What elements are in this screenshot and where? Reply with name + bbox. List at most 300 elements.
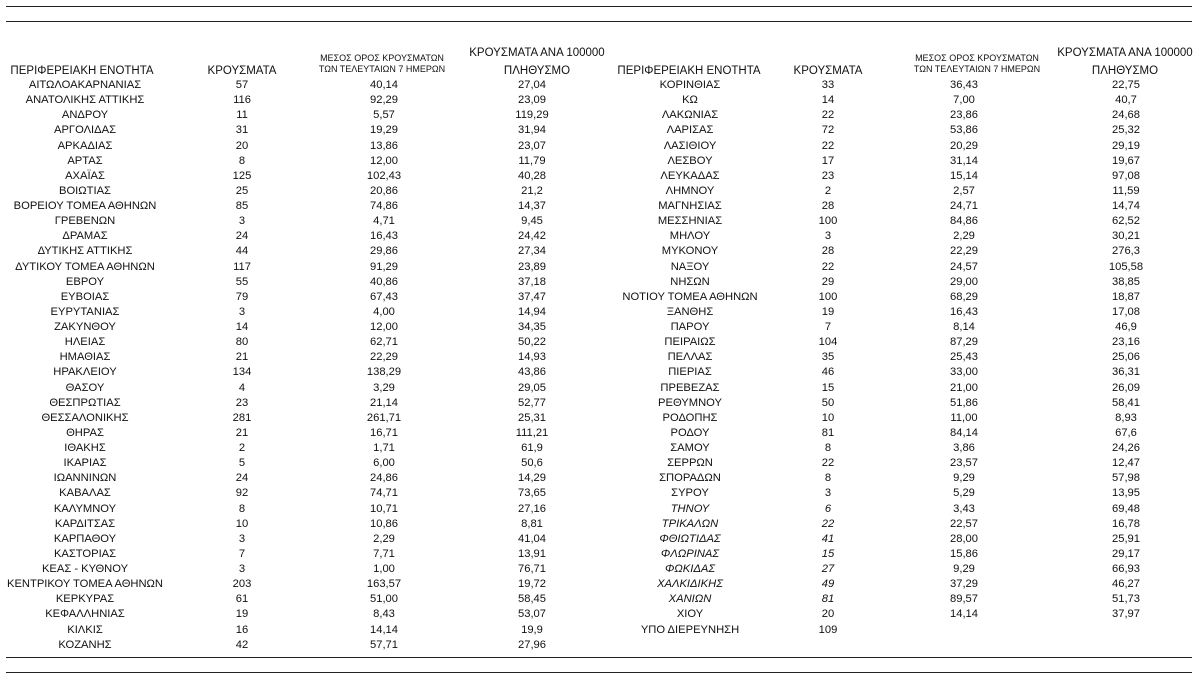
cases-per-100k-cell: 19,9 <box>521 623 543 636</box>
cases-cell: 35 <box>821 351 835 364</box>
bottom-rule <box>6 657 1192 658</box>
region-name-cell: ΣΠΟΡΑΔΩΝ <box>659 472 721 485</box>
cases-per-100k-cell: 14,94 <box>518 305 546 318</box>
table-row <box>600 577 1200 592</box>
seven-day-average-cell: 9,29 <box>953 472 975 485</box>
region-name-cell: ΙΘΑΚΗΣ <box>64 442 106 454</box>
region-name-cell: ΣΑΜΟΥ <box>670 442 710 454</box>
cases-cell: 23 <box>821 169 835 182</box>
table-row <box>600 214 1200 229</box>
cases-per-100k-cell: 12,47 <box>1112 457 1140 470</box>
cases-per-100k-cell: 14,74 <box>1112 200 1140 212</box>
seven-day-average-cell: 62,71 <box>370 336 398 349</box>
table-row <box>0 547 610 562</box>
cases-per-100k-cell: 9,45 <box>521 215 543 228</box>
table-row <box>600 320 1200 335</box>
table-row <box>600 169 1200 184</box>
seven-day-average-cell: 13,86 <box>370 139 398 152</box>
seven-day-average-cell: 20,29 <box>950 139 978 152</box>
cases-per-100k-cell: 14,37 <box>518 200 546 212</box>
table-row <box>0 260 610 275</box>
cases-cell: 15 <box>821 547 835 560</box>
seven-day-average-cell: 37,29 <box>950 578 978 591</box>
table-row <box>600 502 1200 517</box>
cases-cell: 203 <box>232 578 252 591</box>
seven-day-average-cell: 1,00 <box>373 563 395 575</box>
seven-day-average-cell: 10,71 <box>370 502 398 515</box>
seven-day-average-cell: 21,14 <box>370 396 398 409</box>
cases-per-100k-cell: 13,91 <box>518 547 546 560</box>
cases-cell: 22 <box>821 517 835 530</box>
cases-per-100k-cell: 31,94 <box>518 124 546 137</box>
cases-cell: 125 <box>232 169 252 182</box>
cases-cell: 31 <box>235 124 249 137</box>
cases-per-100k-cell: 57,98 <box>1112 472 1140 485</box>
region-name-cell: ΛΕΥΚΑΔΑΣ <box>660 169 720 182</box>
table-row <box>600 260 1200 275</box>
seven-day-average-cell: 3,43 <box>953 502 975 515</box>
region-name-cell: ΜΗΛΟΥ <box>669 230 711 243</box>
seven-day-average-cell: 22,29 <box>950 245 978 258</box>
region-name-cell: ΚΑΒΑΛΑΣ <box>59 487 111 500</box>
region-name-cell: ΝΟΤΙΟΥ ΤΟΜΕΑ ΑΘΗΝΩΝ <box>622 290 758 303</box>
region-name-cell: ΡΟΔΟΥ <box>670 426 710 439</box>
header-avg-line1-left: ΜΕΣΟΣ ΟΡΟΣ ΚΡΟΥΣΜΑΤΩΝ <box>320 53 444 63</box>
cases-per-100k-cell: 67,6 <box>1115 426 1137 439</box>
cases-per-100k-cell: 13,95 <box>1112 487 1140 500</box>
region-name-cell: ΑΡΤΑΣ <box>67 154 103 167</box>
seven-day-average-cell: 16,43 <box>370 230 398 243</box>
region-name-cell: ΛΑΚΩΝΙΑΣ <box>661 109 719 122</box>
table-row <box>0 214 610 229</box>
cases-per-100k-cell: 53,07 <box>518 608 546 621</box>
cases-per-100k-cell: 23,89 <box>518 260 546 273</box>
cases-per-100k-cell: 16,78 <box>1112 517 1140 530</box>
cases-cell: 79 <box>235 290 249 303</box>
table-row <box>0 623 610 638</box>
region-name-cell: ΡΕΘΥΜΝΟΥ <box>658 396 722 409</box>
region-name-cell: ΚΟΡΙΝΘΙΑΣ <box>659 79 721 91</box>
seven-day-average-cell: 19,29 <box>370 124 398 137</box>
header-avg-line1-right: ΜΕΣΟΣ ΟΡΟΣ ΚΡΟΥΣΜΑΤΩΝ <box>915 53 1039 63</box>
header-avg-line2-right: ΤΩΝ ΤΕΛΕΥΤΑΙΩΝ 7 ΗΜΕΡΩΝ <box>913 64 1041 74</box>
table-row <box>0 502 610 517</box>
cases-per-100k-cell: 29,05 <box>518 381 546 394</box>
region-name-cell: ΚΕΑΣ - ΚΥΘΝΟΥ <box>41 563 129 575</box>
cases-per-100k-cell: 69,48 <box>1112 502 1140 515</box>
table-row <box>0 456 610 471</box>
region-name-cell: ΠΡΕΒΕΖΑΣ <box>660 381 720 394</box>
cases-per-100k-cell: 24,42 <box>518 230 546 243</box>
cases-cell: 14 <box>821 94 835 107</box>
cases-cell: 21 <box>235 351 249 364</box>
table-row <box>600 199 1200 214</box>
cases-per-100k-cell: 66,93 <box>1112 563 1140 575</box>
cases-per-100k-cell: 58,41 <box>1112 396 1140 409</box>
table-row <box>600 486 1200 501</box>
region-name-cell: ΓΡΕΒΕΝΩΝ <box>54 215 116 228</box>
header-per100k-line2-left: ΠΛΗΘΥΣΜΟ <box>503 65 571 77</box>
region-name-cell: ΚΑΛΥΜΝΟΥ <box>53 502 117 515</box>
cases-cell: 8 <box>824 472 832 485</box>
table-row <box>0 320 610 335</box>
table-row <box>0 396 610 411</box>
cases-cell: 2 <box>238 442 246 454</box>
table-row <box>0 350 610 365</box>
seven-day-average-cell: 89,57 <box>950 593 978 606</box>
cases-per-100k-cell: 23,16 <box>1112 336 1140 349</box>
cases-per-100k-cell: 25,31 <box>518 411 546 424</box>
seven-day-average-cell: 10,86 <box>370 517 398 530</box>
cases-per-100k-cell: 21,2 <box>521 184 543 197</box>
cases-cell: 81 <box>821 426 835 439</box>
region-name-cell: ΤΗΝΟΥ <box>670 502 710 515</box>
cases-per-100k-cell: 119,29 <box>515 109 549 122</box>
table-row <box>0 426 610 441</box>
table-row <box>600 381 1200 396</box>
table-row <box>0 532 610 547</box>
seven-day-average-cell: 29,86 <box>370 245 398 258</box>
seven-day-average-cell: 74,86 <box>370 200 398 212</box>
table-row <box>0 486 610 501</box>
table-row <box>600 93 1200 108</box>
region-name-cell: ΑΝΔΡΟΥ <box>61 109 109 122</box>
cases-per-100k-cell: 73,65 <box>518 487 546 500</box>
table-row <box>0 244 610 259</box>
cases-per-100k-cell: 51,73 <box>1112 593 1140 606</box>
cases-cell: 116 <box>233 94 251 107</box>
cases-cell: 41 <box>821 532 835 545</box>
cases-per-100k-cell: 27,96 <box>518 638 546 651</box>
cases-cell: 50 <box>821 396 835 409</box>
cases-per-100k-cell: 30,21 <box>1112 230 1140 243</box>
cases-per-100k-cell: 41,04 <box>518 532 546 545</box>
table-row <box>0 305 610 320</box>
region-name-cell: ΦΩΚΙΔΑΣ <box>664 563 716 575</box>
seven-day-average-cell: 6,00 <box>373 457 395 470</box>
table-row <box>600 456 1200 471</box>
seven-day-average-cell: 16,71 <box>370 426 398 439</box>
seven-day-average-cell: 4,00 <box>373 305 395 318</box>
table-row <box>600 229 1200 244</box>
cases-per-100k-cell: 62,52 <box>1112 215 1140 228</box>
cases-cell: 27 <box>821 563 835 575</box>
region-name-cell: ΚΕΡΚΥΡΑΣ <box>55 593 115 606</box>
table-row <box>600 290 1200 305</box>
region-name-cell: ΠΕΙΡΑΙΩΣ <box>664 336 716 349</box>
seven-day-average-cell: 163,57 <box>366 578 402 591</box>
table-row <box>600 365 1200 380</box>
seven-day-average-cell: 7,71 <box>373 547 395 560</box>
seven-day-average-cell: 7,00 <box>953 94 975 107</box>
seven-day-average-cell: 24,71 <box>950 200 978 212</box>
cases-per-100k-cell: 8,81 <box>521 517 543 530</box>
region-name-cell: ΔΥΤΙΚΗΣ ΑΤΤΙΚΗΣ <box>37 245 133 258</box>
cases-cell: 7 <box>824 321 832 333</box>
table-row <box>600 562 1200 577</box>
table-row <box>600 244 1200 259</box>
cases-per-100k-cell: 46,27 <box>1112 578 1140 591</box>
cases-cell: 80 <box>235 336 249 349</box>
table-row <box>0 275 610 290</box>
region-name-cell: ΠΑΡΟΥ <box>670 321 710 333</box>
cases-cell: 22 <box>821 139 835 152</box>
seven-day-average-cell: 40,14 <box>370 79 398 91</box>
seven-day-average-cell: 33,00 <box>950 366 978 379</box>
cases-per-100k-cell: 19,67 <box>1112 154 1140 167</box>
right-data-table <box>600 78 1200 638</box>
cases-cell: 28 <box>821 200 835 212</box>
seven-day-average-cell: 23,57 <box>950 457 978 470</box>
region-name-cell: ΛΑΡΙΣΑΣ <box>666 124 714 137</box>
table-row <box>0 78 610 93</box>
table-row <box>0 169 610 184</box>
region-name-cell: ΛΕΣΒΟΥ <box>667 154 713 167</box>
seven-day-average-cell: 92,29 <box>370 94 398 107</box>
seven-day-average-cell: 12,00 <box>370 154 398 167</box>
header-region-left: ΠΕΡΙΦΕΡΕΙΑΚΗ ΕΝΟΤΗΤΑ <box>10 65 154 77</box>
seven-day-average-cell: 2,57 <box>953 184 975 197</box>
region-name-cell: ΒΟΡΕΙΟΥ ΤΟΜΕΑ ΑΘΗΝΩΝ <box>13 200 157 212</box>
table-row <box>0 290 610 305</box>
table-row <box>600 426 1200 441</box>
seven-day-average-cell: 9,29 <box>953 563 975 575</box>
cases-cell: 49 <box>821 578 835 591</box>
cases-per-100k-cell: 50,22 <box>518 336 546 349</box>
region-name-cell: ΒΟΙΩΤΙΑΣ <box>59 184 111 197</box>
cases-cell: 33 <box>821 79 835 91</box>
region-name-cell: ΘΕΣΠΡΩΤΙΑΣ <box>49 396 121 409</box>
table-row <box>600 139 1200 154</box>
table-row <box>0 93 610 108</box>
region-name-cell: ΙΚΑΡΙΑΣ <box>63 457 107 470</box>
region-name-cell: ΕΒΡΟΥ <box>65 275 105 288</box>
cases-per-100k-cell: 50,6 <box>521 457 543 470</box>
cases-cell: 10 <box>821 411 835 424</box>
cases-per-100k-cell: 22,75 <box>1112 79 1140 91</box>
cases-cell: 8 <box>824 442 832 454</box>
region-name-cell: ΡΟΔΟΠΗΣ <box>662 411 718 424</box>
seven-day-average-cell: 67,43 <box>370 290 398 303</box>
seven-day-average-cell: 16,43 <box>950 305 978 318</box>
cases-per-100k-cell: 34,35 <box>518 321 546 333</box>
cases-cell: 10 <box>235 517 249 530</box>
cases-per-100k-cell: 36,31 <box>1112 366 1140 379</box>
region-name-cell: ΑΧΑΪΑΣ <box>65 169 105 182</box>
table-row <box>0 638 610 653</box>
seven-day-average-cell: 22,57 <box>950 517 978 530</box>
seven-day-average-cell: 21,00 <box>950 381 978 394</box>
cases-per-100k-cell: 105,58 <box>1108 260 1144 273</box>
region-name-cell: ΙΩΑΝΝΙΝΩΝ <box>53 472 117 485</box>
cases-per-100k-cell: 25,06 <box>1112 351 1140 364</box>
cases-cell: 104 <box>818 336 838 349</box>
seven-day-average-cell: 51,86 <box>950 396 978 409</box>
cases-per-100k-cell: 23,09 <box>518 94 546 107</box>
cases-cell: 23 <box>235 396 249 409</box>
table-row <box>600 123 1200 138</box>
region-name-cell: ΚΕΦΑΛΛΗΝΙΑΣ <box>45 608 125 621</box>
cases-cell: 281 <box>232 411 252 424</box>
region-name-cell: ΝΗΣΩΝ <box>670 275 710 288</box>
region-name-cell: ΠΕΛΛΑΣ <box>667 351 713 364</box>
region-name-cell: ΜΕΣΣΗΝΙΑΣ <box>657 215 723 228</box>
cases-per-100k-cell: 61,9 <box>521 442 543 454</box>
seven-day-average-cell: 2,29 <box>373 532 395 545</box>
cases-per-100k-cell: 14,29 <box>518 472 546 485</box>
table-row <box>0 592 610 607</box>
seven-day-average-cell: 29,00 <box>950 275 978 288</box>
table-row <box>0 441 610 456</box>
top-rule-second <box>6 21 1192 22</box>
seven-day-average-cell: 87,29 <box>950 336 978 349</box>
cases-cell: 19 <box>821 305 835 318</box>
cases-per-100k-cell: 27,04 <box>518 79 546 91</box>
seven-day-average-cell: 22,29 <box>370 351 398 364</box>
cases-per-100k-cell: 40,28 <box>518 169 546 182</box>
region-name-cell: ΣΥΡΟΥ <box>671 487 709 500</box>
seven-day-average-cell: 4,71 <box>373 215 395 228</box>
region-name-cell: ΑΡΓΟΛΙΔΑΣ <box>53 124 117 137</box>
region-name-cell: ΧΑΝΙΩΝ <box>668 593 712 606</box>
cases-cell: 28 <box>821 245 835 258</box>
cases-per-100k-cell: 14,93 <box>518 351 546 364</box>
seven-day-average-cell <box>876 623 1052 638</box>
region-name-cell: ΗΛΕΙΑΣ <box>64 336 106 349</box>
cases-cell: 3 <box>238 305 246 318</box>
cases-per-100k-cell: 25,91 <box>1112 532 1140 545</box>
region-name-cell: ΚΑΣΤΟΡΙΑΣ <box>53 547 117 560</box>
seven-day-average-cell: 102,43 <box>366 169 402 182</box>
region-name-cell: ΖΑΚΥΝΘΟΥ <box>54 321 116 333</box>
region-name-cell: ΧΙΟΥ <box>676 608 704 621</box>
table-row <box>0 139 610 154</box>
region-name-cell: ΜΑΓΝΗΣΙΑΣ <box>658 200 722 212</box>
cases-per-100k-cell: 38,85 <box>1112 275 1140 288</box>
table-row <box>600 517 1200 532</box>
cases-per-100k-cell: 43,86 <box>518 366 546 379</box>
region-name-cell: ΠΙΕΡΙΑΣ <box>668 366 712 379</box>
region-name-cell: ΑΝΑΤΟΛΙΚΗΣ ΑΤΤΙΚΗΣ <box>25 94 145 107</box>
table-row <box>600 441 1200 456</box>
seven-day-average-cell: 261,71 <box>366 411 402 424</box>
cases-cell: 3 <box>238 532 246 545</box>
table-row <box>0 199 610 214</box>
region-name-cell: ΕΥΡΥΤΑΝΙΑΣ <box>50 305 120 318</box>
header-region-right: ΠΕΡΙΦΕΡΕΙΑΚΗ ΕΝΟΤΗΤΑ <box>617 65 761 77</box>
seven-day-average-cell: 2,29 <box>953 230 975 243</box>
seven-day-average-cell: 31,14 <box>950 154 978 167</box>
header-per100k-line1-right: ΚΡΟΥΣΜΑΤΑ ΑΝΑ 100000 <box>1057 47 1193 59</box>
seven-day-average-cell: 84,14 <box>950 426 978 439</box>
cases-per-100k-cell: 18,87 <box>1112 290 1140 303</box>
cases-per-100k-cell: 23,07 <box>518 139 546 152</box>
cases-per-100k-cell: 37,18 <box>518 275 546 288</box>
cases-cell: 92 <box>235 487 249 500</box>
cases-cell: 21 <box>235 426 249 439</box>
cases-cell: 109 <box>818 623 838 636</box>
top-rule <box>6 6 1192 7</box>
table-row <box>600 547 1200 562</box>
cases-cell: 100 <box>818 290 838 303</box>
header-cases-right: ΚΡΟΥΣΜΑΤΑ <box>793 65 863 77</box>
region-name-cell: ΦΛΩΡΙΝΑΣ <box>660 547 720 560</box>
cases-per-100k-cell: 29,19 <box>1112 139 1140 152</box>
table-row <box>600 396 1200 411</box>
cases-per-100k-cell: 27,16 <box>518 502 546 515</box>
cases-cell: 29 <box>821 275 835 288</box>
table-row <box>0 229 610 244</box>
cases-cell: 2 <box>824 184 832 197</box>
region-name-cell: ΑΡΚΑΔΙΑΣ <box>57 139 113 152</box>
table-row <box>600 108 1200 123</box>
region-name-cell: ΧΑΛΚΙΔΙΚΗΣ <box>657 578 723 591</box>
table-row <box>600 78 1200 93</box>
region-name-cell: ΚΑΡΠΑΘΟΥ <box>53 532 117 545</box>
cases-cell: 19 <box>235 608 249 621</box>
table-row <box>0 607 610 622</box>
region-name-cell: ΛΑΣΙΘΙΟΥ <box>663 139 717 152</box>
region-name-cell: ΗΡΑΚΛΕΙΟΥ <box>53 366 117 379</box>
seven-day-average-cell: 8,43 <box>373 608 395 621</box>
seven-day-average-cell: 20,86 <box>370 184 398 197</box>
table-row <box>0 365 610 380</box>
cases-cell: 55 <box>235 275 249 288</box>
cases-per-100k-cell: 26,09 <box>1112 381 1140 394</box>
seven-day-average-cell: 36,43 <box>950 79 978 91</box>
seven-day-average-cell: 91,29 <box>370 260 398 273</box>
region-name-cell: ΣΕΡΡΩΝ <box>667 457 713 470</box>
table-row <box>0 381 610 396</box>
left-data-table <box>0 78 610 653</box>
cases-cell: 3 <box>824 230 832 243</box>
seven-day-average-cell: 40,86 <box>370 275 398 288</box>
cases-cell: 42 <box>235 638 249 651</box>
cases-cell: 22 <box>821 457 835 470</box>
cases-cell: 134 <box>232 366 252 379</box>
table-row <box>600 532 1200 547</box>
cases-cell: 4 <box>238 381 246 394</box>
seven-day-average-cell: 3,86 <box>953 442 975 454</box>
table-row <box>0 577 610 592</box>
region-name-cell: ΤΡΙΚΑΛΩΝ <box>661 517 719 530</box>
region-name-cell: ΘΕΣΣΑΛΟΝΙΚΗΣ <box>41 411 129 424</box>
seven-day-average-cell: 3,29 <box>373 381 395 394</box>
table-row <box>600 607 1200 622</box>
header-avg-line2-left: ΤΩΝ ΤΕΛΕΥΤΑΙΩΝ 7 ΗΜΕΡΩΝ <box>318 64 446 74</box>
seven-day-average-cell: 8,14 <box>953 321 975 333</box>
table-row <box>0 184 610 199</box>
table-row <box>600 184 1200 199</box>
cases-cell: 81 <box>821 593 835 606</box>
region-name-cell: ΚΟΖΑΝΗΣ <box>58 638 112 651</box>
cases-cell: 22 <box>821 260 835 273</box>
cases-per-100k-cell: 46,9 <box>1115 321 1137 333</box>
cases-cell: 3 <box>824 487 832 500</box>
table-row <box>600 335 1200 350</box>
header-cases-left: ΚΡΟΥΣΜΑΤΑ <box>207 65 277 77</box>
table-row <box>0 411 610 426</box>
table-row <box>600 305 1200 320</box>
cases-cell: 25 <box>235 184 249 197</box>
cases-cell: 85 <box>235 200 249 212</box>
cases-cell: 117 <box>233 260 251 273</box>
cases-per-100k-cell: 40,7 <box>1115 94 1137 107</box>
region-name-cell: ΔΡΑΜΑΣ <box>62 230 108 243</box>
table-row <box>0 562 610 577</box>
cases-cell: 57 <box>235 79 249 91</box>
region-name-cell: ΦΘΙΩΤΙΔΑΣ <box>659 532 721 545</box>
